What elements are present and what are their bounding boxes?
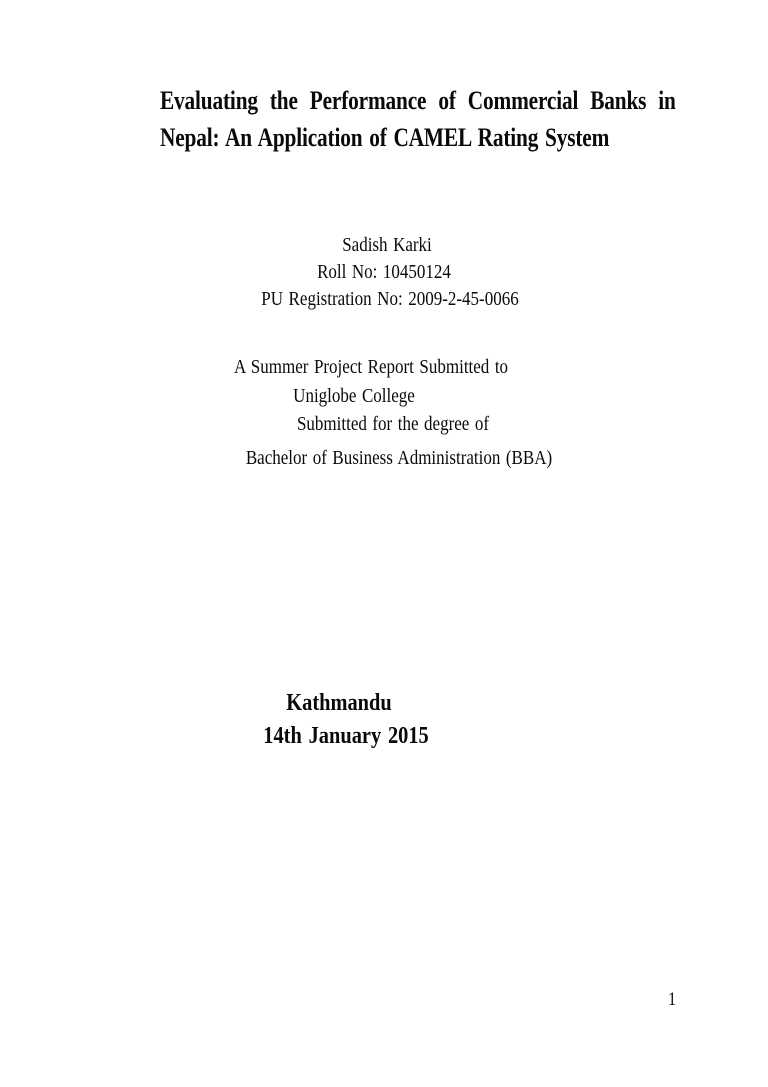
submission-college-name: Uniglobe College [293, 385, 415, 407]
title-word: Performance [309, 86, 427, 115]
report-title-line-1 [160, 88, 676, 114]
imprint-date: 14th January 2015 [263, 723, 429, 749]
submission-degree-name: Bachelor of Business Administration (BBA) [245, 447, 553, 469]
author-pu-registration: PU Registration No: 2009-2-45-0066 [261, 288, 519, 310]
title-word: Commercial [467, 86, 579, 115]
page-number: 1 [668, 989, 677, 1010]
report-title-line-2: Nepal: An Application of CAMEL Rating System [160, 123, 610, 152]
author-roll-number: Roll No: 10450124 [317, 261, 451, 283]
submission-statement-line-2: Submitted for the degree of [296, 413, 490, 435]
imprint-city: Kathmandu [286, 690, 392, 716]
title-word: the [269, 86, 298, 115]
title-word: Evaluating [160, 86, 258, 115]
title-word: of [438, 86, 456, 115]
title-word: Banks [590, 86, 647, 115]
submission-statement-line-1: A Summer Project Report Submitted to [233, 356, 509, 378]
title-word: in [658, 86, 676, 115]
author-name: Sadish Karki [342, 234, 432, 256]
